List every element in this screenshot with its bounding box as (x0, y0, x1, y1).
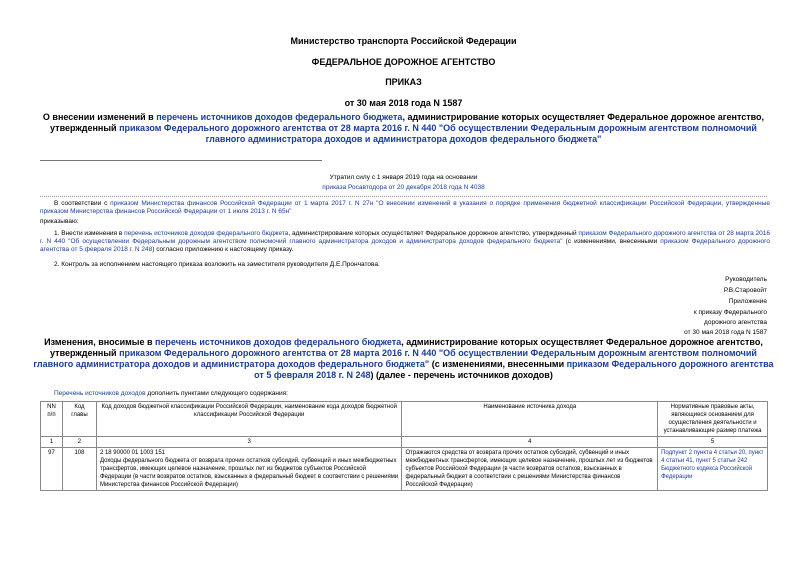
changes-title (30, 337, 777, 381)
item1-text-b: , администрирование которых осуществляет Федеральное дорожное агентство, утвержденный (288, 230, 579, 237)
row-kbk-cell (96, 448, 402, 491)
preamble-text: В соответствии с (54, 200, 111, 207)
changes-link-order-440[interactable]: приказом Федерального дорожного агентства от 28 марта 2016 г. N 440 "Об осуществлении Федеральным дорожным агентством полномочий главного администратора доходов и администратора доходов федерального бюджета" (33, 348, 757, 369)
header-nn: NN п/п (41, 402, 63, 437)
ministry-name: Министерство транспорта Российской Федерации (290, 36, 517, 46)
changes-text-3: (с изменениями, внесенными (429, 359, 567, 369)
title-text-1: О внесении изменений в (42, 112, 157, 122)
document-date: от 30 мая 2018 года N 1587 (344, 98, 463, 108)
row-chapter-code: 108 (62, 448, 96, 491)
order-item-1 (40, 230, 770, 254)
lost-force-notice: Утратил силу с 1 января 2019 года на основании (329, 174, 478, 181)
row-legal-acts-link[interactable]: Подпункт 2 пункта 4 статьи 20, пункт 4 статьи 41, пункт 5 статьи 242 Бюджетного кодекса Российской Федерации (658, 448, 768, 491)
header-kbk: Код доходов бюджетной классификации Российской Федерации, наименование кода доходов бюджетной классификации Российской Федерации (96, 402, 402, 437)
header-chapter-code: Код главы (62, 402, 96, 437)
changes-text-2: , администрирование которых осуществляет Федеральное дорожное агентство, утвержденный (50, 337, 763, 358)
appendix-to-order: к приказу Федерального (693, 309, 767, 316)
appendix-agency: дорожного агентства (704, 319, 767, 326)
title-link-order-440[interactable]: приказом Федерального дорожного агентства от 28 марта 2016 г. N 440 "Об осуществлении Федеральным дорожным агентством полномочий главного администратора доходов и администратора доходов федерального бюджета" (119, 123, 757, 144)
signature-name: Р.В.Старовойт (723, 287, 767, 294)
changes-text-4: ) (далее - перечень источников доходов) (370, 370, 553, 380)
col-number: 5 (658, 437, 768, 448)
item1-link-income-list[interactable]: перечень источников доходов федерального бюджета (124, 230, 289, 237)
intro-text: дополнить пунктами следующего содержания: (145, 390, 288, 397)
intro-link-income-list[interactable]: Перечень источников доходов (54, 390, 146, 397)
appendix-label: Приложение (728, 298, 767, 305)
lost-force-link[interactable]: приказа Росавтодора от 20 декабря 2018 года N 4038 (322, 184, 485, 191)
changes-text-1: Изменения, вносимые в (44, 337, 155, 347)
changes-intro (54, 390, 288, 398)
header-source-name: Наименование источника дохода (402, 402, 658, 437)
item1-text-a: 1. Внести изменения в (54, 230, 125, 237)
order-item-2: 2. Контроль за исполнением настоящего приказа возложить на заместителя руководителя Д.Е.Прончатова. (54, 261, 380, 268)
signature-role: Руководитель (725, 276, 767, 283)
appendix-date: от 30 мая 2018 года N 1587 (684, 329, 767, 336)
table-row (41, 448, 768, 491)
item1-text-d: ) согласно приложению к настоящему приказу. (152, 246, 294, 253)
title-link-income-list[interactable]: перечень источников доходов федерального бюджета (156, 112, 403, 122)
table-number-row (41, 437, 768, 448)
preamble-paragraph (40, 200, 770, 216)
document-title (30, 112, 777, 145)
item1-link-order-440[interactable]: приказом Федерального дорожного агентства от 28 марта 2016 г. N 440 "Об осуществлении Федеральным дорожным агентством полномочий главного администратора доходов и администратора доходов федерального бюджета" (40, 230, 770, 245)
divider (40, 196, 767, 197)
col-number: 4 (402, 437, 658, 448)
ordered-text: приказываю: (40, 218, 79, 225)
row-nn: 97 (41, 448, 63, 491)
item1-link-order-248[interactable]: приказом Федерального дорожного агентства от 5 февраля 2018 г. N 248 (40, 238, 770, 253)
changes-link-order-248[interactable]: приказом Федерального дорожного агентства от 5 февраля 2018 г. N 248 (254, 359, 774, 380)
title-text-2: , администрирование которых осуществляет Федеральное дорожное агентство, утвержденный (50, 112, 765, 133)
preamble-link-minfin-order[interactable]: приказом Министерства финансов Российской Федерации от 1 марта 2017 г. N 27н "О внесении изменений в указания о порядке применения бюджетной классификации Российской Федерации, утвержденные приказом Министерства финансов Российской Федерации от 1 июля 2013 г. N 65н" (40, 200, 770, 215)
agency-name: ФЕДЕРАЛЬНОЕ ДОРОЖНОЕ АГЕНТСТВО (311, 57, 496, 67)
document-type: ПРИКАЗ (385, 77, 422, 87)
row-kbk-name: Доходы федерального бюджета от возврата прочих остатков субсидий, субвенций и иных межбюджетных трансфертов, имеющих целевое назначение, прошлых лет из бюджетов субъектов Российской Федерации (в части возвратов остатков, взысканных в федеральный бюджет в соответствии с решениями Министерства финансов Российской Федерации) (99, 458, 399, 488)
table-header-row (41, 402, 768, 437)
item1-text-c: (с изменениями, внесенными (562, 238, 661, 245)
title-divider (40, 160, 322, 161)
col-number: 3 (96, 437, 402, 448)
income-sources-table (40, 401, 768, 491)
col-number: 1 (41, 437, 63, 448)
row-source-name: Отражаются средства от возврата прочих остатков субсидий, субвенций и иных межбюджетных трансфертов, имеющих целевое назначение, прошлых лет из бюджетов субъектов Российской Федерации (в части возвратов остатков, взысканных в федеральный бюджет в соответствии с решениями Министерства финансов Российской Федерации) (402, 448, 658, 491)
changes-link-income-list[interactable]: перечень источников доходов федерального бюджета (154, 337, 402, 347)
row-kbk-code: 2 18 90000 01 1003 151 (99, 450, 166, 456)
header-legal-acts: Нормативные правовые акты, являющиеся основанием для осуществления деятельности и устанавливающие размер платежа (658, 402, 768, 437)
col-number: 2 (62, 437, 96, 448)
